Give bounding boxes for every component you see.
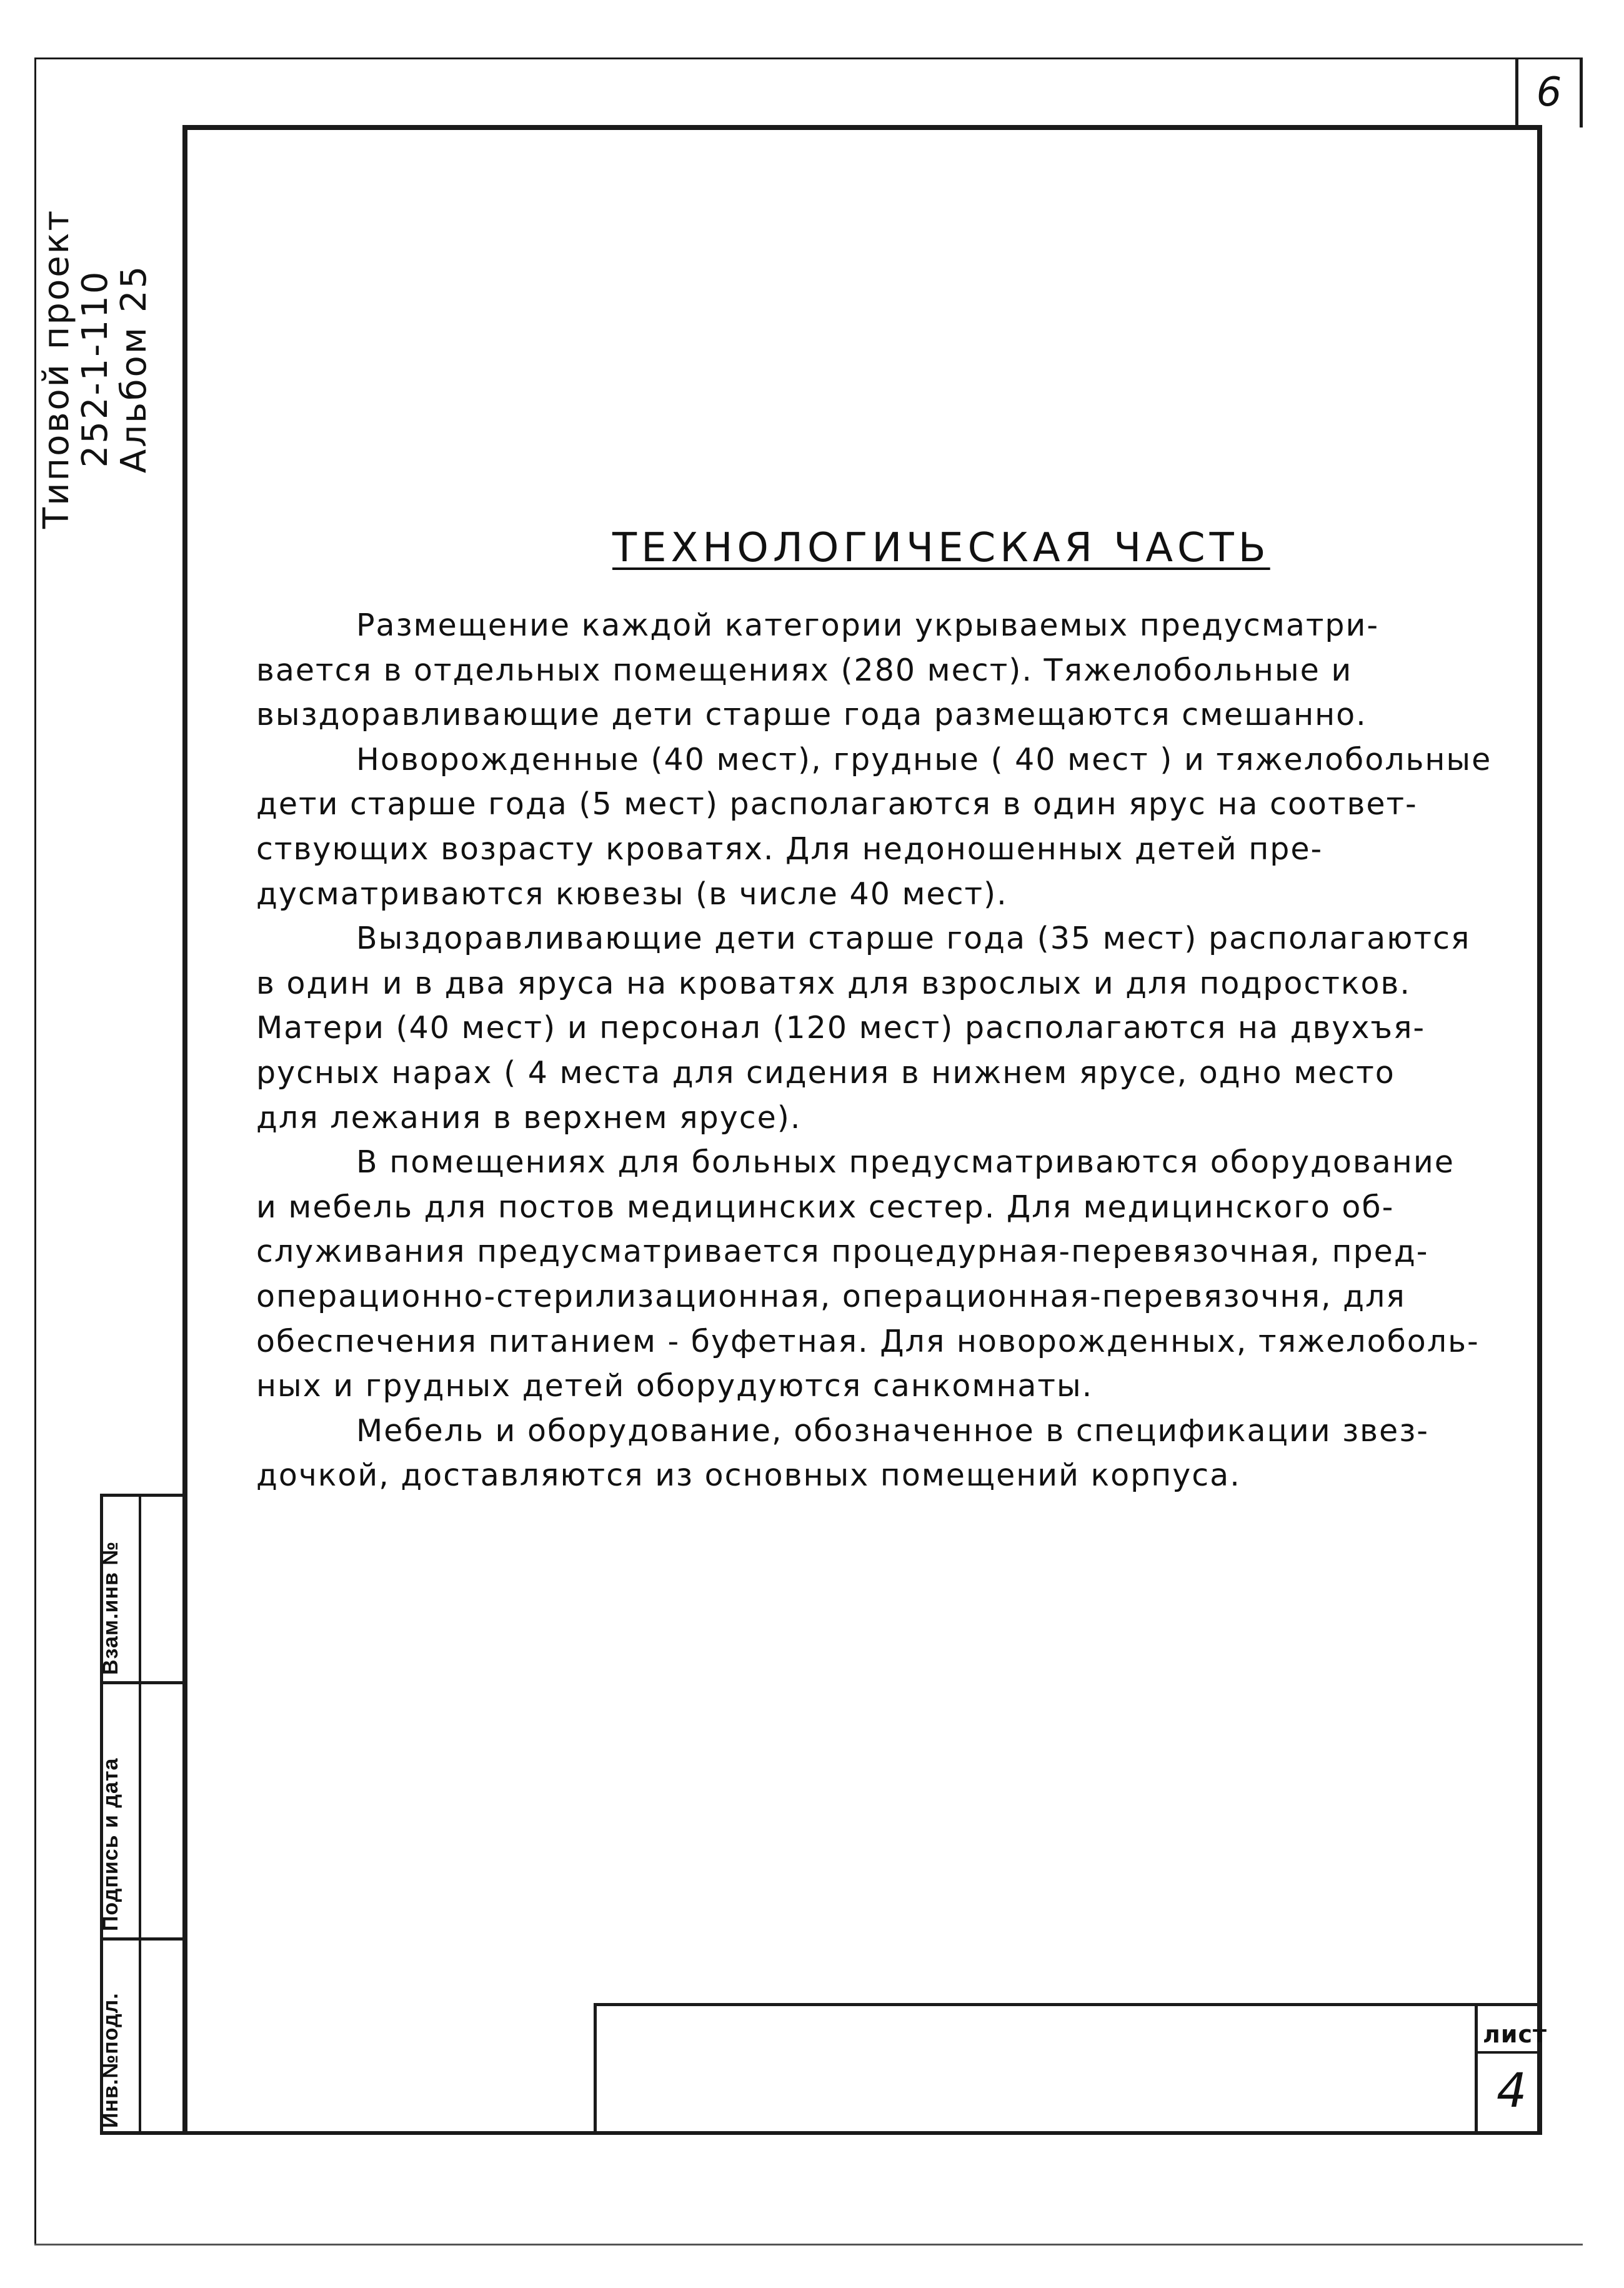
sheet-number: 4 [1497,2062,1527,2118]
body-line: В помещениях для больных предусматриваются оборудование [356,1144,1455,1181]
body-line: обеспечения питанием - буфетная. Для новорожденных, тяжелоболь- [256,1323,1480,1359]
document-title: ТЕХНОЛОГИЧЕСКАЯ ЧАСТЬ [612,525,1270,571]
project-stamp-line2: 252-1-110 [75,269,116,468]
body-line: операционно-стерилизационная, операционная-перевязочня, для [256,1278,1406,1314]
outer-frame-top [34,57,1583,59]
sheet-cell-left [1475,2003,1478,2134]
title-block-top [594,2003,1540,2006]
body-line: Размещение каждой категории укрываемых предусматри- [356,607,1380,643]
project-stamp-line3: Альбом 25 [114,264,154,474]
body-line: Матери (40 мест) и персонал (120 мест) располагаются на двухъя- [256,1010,1426,1046]
body-line: ствующих возрасту кроватях. Для недоношенных детей пре- [256,831,1323,867]
body-line: Новорожденные (40 мест), грудные ( 40 мест ) и тяжелобольные [356,741,1492,777]
stamp-table-div2 [100,1937,184,1941]
project-stamp-line1: Типовой проект [36,208,77,529]
outer-frame-bottom [34,2244,1583,2246]
stamp-label-vzam-inv: Взам.инв № [99,1541,122,1675]
inner-frame-right [1537,125,1542,2134]
body-text [256,603,1525,1498]
body-line: дусматриваются кювезы (в числе 40 мест). [256,876,1008,912]
sheet-label: лист [1483,2021,1548,2048]
inner-frame-top [182,125,1537,130]
stamp-table-div1 [100,1681,184,1684]
body-line: дочкой, доставляются из основных помещений корпуса. [256,1457,1241,1494]
body-line: русных нарах ( 4 места для сидения в нижнем ярусе, одно место [256,1054,1395,1091]
title-block-left [594,2003,597,2134]
project-stamp [37,137,187,600]
body-line: и мебель для постов медицинских сестер. Для медицинского об- [256,1189,1395,1225]
body-line: для лежания в верхнем ярусе). [256,1099,802,1136]
stamp-table-top [100,1494,184,1497]
stamp-label-inv-podl: Инв.№подл. [99,1992,122,2128]
body-line: в один и в два яруса на кроватях для взрослых и для подростков. [256,965,1411,1001]
body-line: Мебель и оборудование, обозначенное в спецификации звез- [356,1412,1429,1449]
body-line: дети старше года (5 мест) располагаются в один ярус на соответ- [256,786,1418,822]
body-line: вается в отдельных помещениях (280 мест). Тяжелобольные и [256,652,1353,688]
top-page-number: 6 [1536,69,1562,116]
body-line: выздоравливающие дети старше года размещаются смешанно. [256,697,1367,733]
body-line: Выздоравливающие дети старше года (35 мест) располагаются [356,921,1471,957]
sheet-cell-divider [1475,2051,1540,2054]
body-line: служивания предусматривается процедурная-перевязочная, пред- [256,1234,1429,1270]
top-page-number-box [1515,57,1583,127]
body-line: ных и грудных детей оборудуются санкомнаты. [256,1368,1093,1404]
inner-frame-bottom [100,2131,1542,2135]
stamp-table-mid [139,1494,141,2134]
stamp-label-podpis-data: Подпись и дата [99,1757,122,1931]
